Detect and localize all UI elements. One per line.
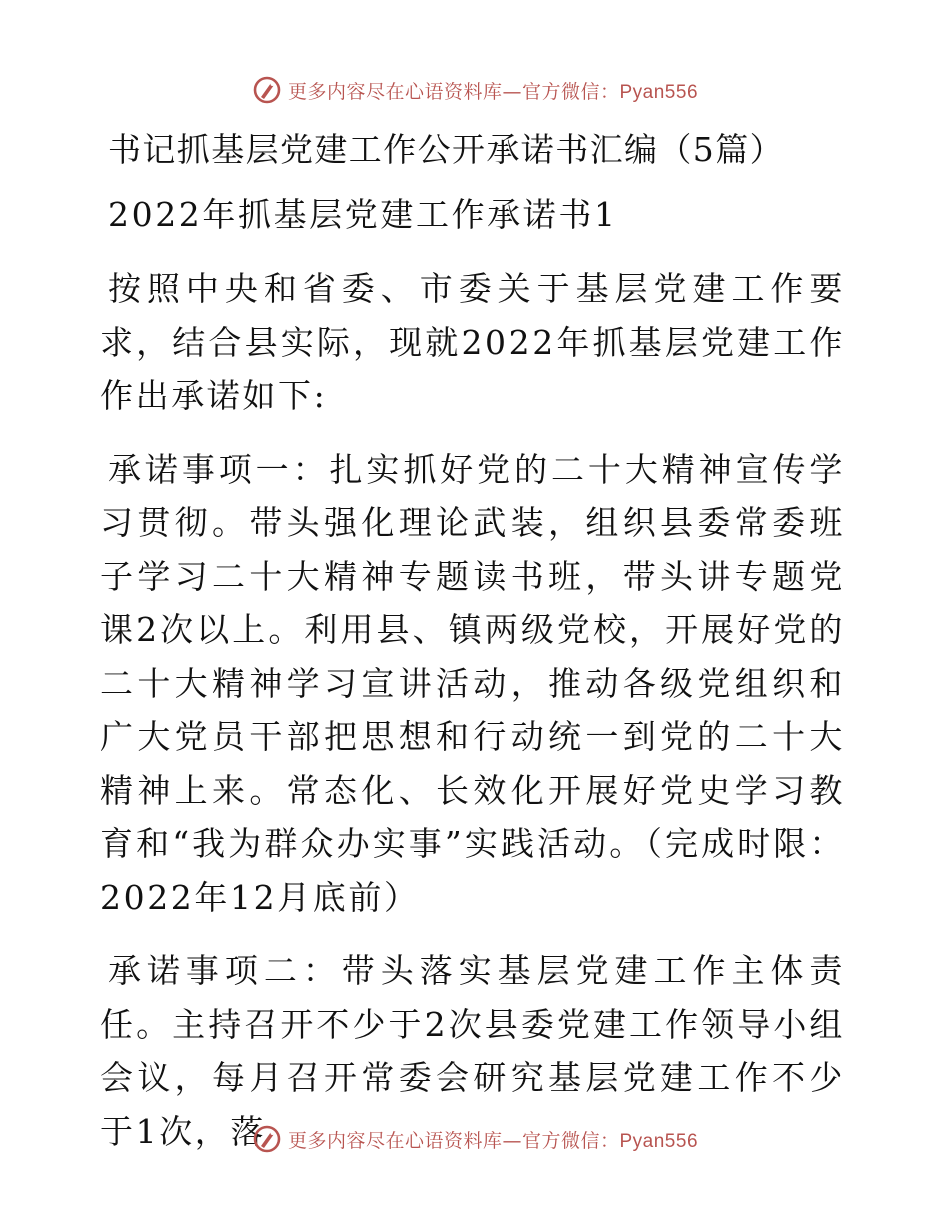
document-subtitle: 2022年抓基层党建工作承诺书1 (108, 195, 618, 234)
paragraph-commitment-1: 承诺事项一：扎实抓好党的二十大精神宣传学习贯彻。带头强化理论武装，组织县委常委班子学习二十大精神专题读书班，带头讲专题党课2次以上。利用县、镇两级党校，开展好党的二十大精神学习宣讲活动，推动各级党组织和广大党员干部把思想和行动统一到党的二十大精神上来。常态化、长效化开展好党史学习教育和“我为群众办实事”实践活动。（完成时限：2022年12月底前） (100, 449, 845, 917)
watermark-banner-top (0, 70, 950, 110)
watermark-prefix: 更多内容尽在心语资料库—官方微信： (287, 1129, 620, 1152)
watermark-handle: Pyan556 (619, 81, 699, 103)
watermark-handle: Pyan556 (619, 1130, 699, 1152)
document-title: 书记抓基层党建工作公开承诺书汇编（5篇） (108, 130, 784, 169)
watermark-prefix: 更多内容尽在心语资料库—官方微信： (287, 80, 620, 103)
watermark-banner-bottom (0, 1119, 950, 1159)
pen-logo-icon (252, 75, 282, 105)
paragraph-intro: 按照中央和省委、市委关于基层党建工作要求，结合县实际，现就2022年抓基层党建工作作出承诺如下: (100, 269, 845, 415)
pen-logo-icon (252, 1124, 282, 1154)
document-body (100, 125, 845, 1158)
paragraph-commitment-2: 承诺事项二：带头落实基层党建工作主体责任。主持召开不少于2次县委党建工作领导小组会议，每月召开常委会研究基层党建工作不少于1次，落 (100, 951, 845, 1151)
